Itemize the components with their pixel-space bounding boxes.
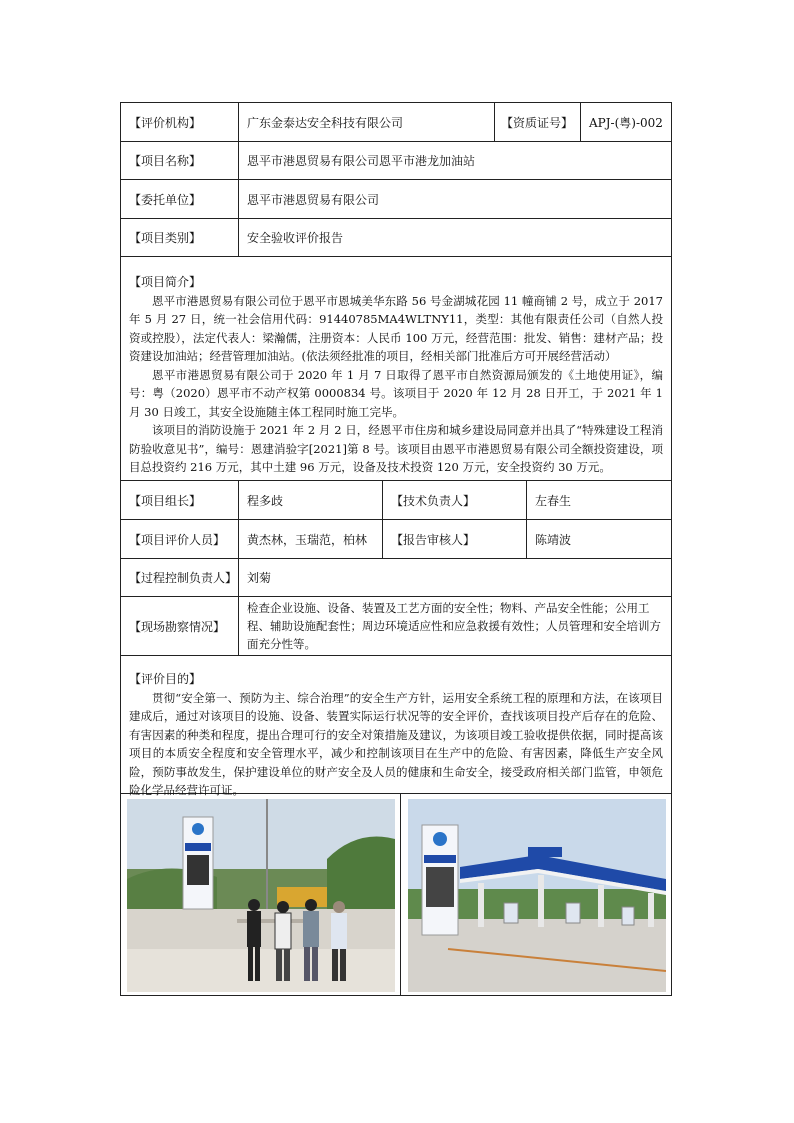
row-process <box>121 559 671 597</box>
leader-value: 程多歧 <box>239 481 383 519</box>
purpose-text: 贯彻“安全第一、预防为主、综合治理”的安全生产方针，运用安全系统工程的原理和方法，在该项目建成后，通过对该项目的设施、设备、装置实际运行状况等的安全评价，查找该项目投产后存在的危险、有害因素的种类和程度，提出合理可行的安全对策措施及建议，为该项目竣工验收提供依据，同时提高该项目的本质安全程度和安全管理水平，减少和控制该项目在生产中的危险、有害因素，降低生产安全风险，预防事故发生，保护建设单位的财产安全及人员的健康和生命安全，接受政府相关部门监管，申领危险化学品经营许可证。 <box>129 690 663 797</box>
category-value: 安全验收评价报告 <box>247 231 344 245</box>
report-summary-table <box>120 102 672 996</box>
process-value: 刘菊 <box>247 571 272 585</box>
evaluators-value: 黄杰林，玉瑞范，柏林 <box>239 520 383 558</box>
row-survey <box>121 597 671 656</box>
row-leader <box>121 481 671 520</box>
row-project-name <box>121 142 671 180</box>
evaluation-purpose <box>121 656 671 797</box>
survey-value: 检查企业设施、设备、装置及工艺方面的安全性；物料、产品安全性能；公用工程、辅助设施配套性；周边环境适应性和应急救援有效性；人员管理和安全培训方面充分性等。 <box>247 601 661 651</box>
evaluators-label: 【项目评价人员】 <box>121 520 239 558</box>
category-label: 【项目类别】 <box>121 219 239 256</box>
purpose-label: 【评价目的】 <box>129 672 202 686</box>
site-team-photo <box>127 799 395 992</box>
cert-value: APJ-(粤)-002 <box>589 115 663 130</box>
process-label: 【过程控制负责人】 <box>121 559 239 596</box>
intro-paragraph: 该项目的消防设施于 2021 年 2 月 2 日，经恩平市住房和城乡建设局同意并出具了“特殊建设工程消防验收意见书”，编号：恩建消验字[2021]第 8 号。该项目由恩平市港恩贸易有限公司全额投资建设，项目总投资约 216 万元，其中土建 96 万元，设备及技术投资 120 万元，安全投资约 30 万元。 <box>129 423 663 474</box>
reviewer-label: 【报告审核人】 <box>383 520 527 558</box>
intro-paragraph: 恩平市港恩贸易有限公司于 2020 年 1 月 7 日取得了恩平市自然资源局颁发的《土地使用证》，编号：粤（2020）恩平市不动产权第 0000834 号。该项目于 2020 年 12 月 28 日开工，于 2021 年 1 月 30 日竣工，其安全设施随主体工程同时施工完毕。 <box>129 367 663 419</box>
gas-station-photo <box>408 799 666 992</box>
org-label: 【评价机构】 <box>121 103 239 141</box>
tech-label: 【技术负责人】 <box>383 481 527 519</box>
row-client <box>121 180 671 219</box>
cert-label: 【资质证号】 <box>495 103 581 141</box>
intro-label: 【项目简介】 <box>129 275 202 289</box>
row-org <box>121 103 671 142</box>
reviewer-value: 陈靖波 <box>535 532 572 547</box>
client-label: 【委托单位】 <box>121 180 239 218</box>
row-category <box>121 219 671 257</box>
org-value: 广东金泰达安全科技有限公司 <box>239 103 495 141</box>
project-name-label: 【项目名称】 <box>121 142 239 179</box>
tech-value: 左春生 <box>535 493 572 508</box>
project-intro <box>121 257 671 481</box>
leader-label: 【项目组长】 <box>121 481 239 519</box>
row-evaluators <box>121 520 671 559</box>
intro-paragraph: 恩平市港恩贸易有限公司位于恩平市恩城美华东路 56 号金湖城花园 11 幢商铺 2 号，成立于 2017 年 5 月 27 日，统一社会信用代码：91440785MA4WLTNY11，类型：其他有限责任公司（自然人投资或控股），法定代表人：梁瀚儒，注册资本：人民币 100 万元，经营范围：批发、销售：建材产品；投资建设加油站；经营管理加油站。(依法须经批准的项目，经相关部门批准后方可开展经营活动） <box>129 293 663 363</box>
project-name-value: 恩平市港恩贸易有限公司恩平市港龙加油站 <box>247 154 476 168</box>
survey-label: 【现场勘察情况】 <box>121 597 239 655</box>
row-photos <box>121 794 671 995</box>
client-value: 恩平市港恩贸易有限公司 <box>247 192 380 207</box>
